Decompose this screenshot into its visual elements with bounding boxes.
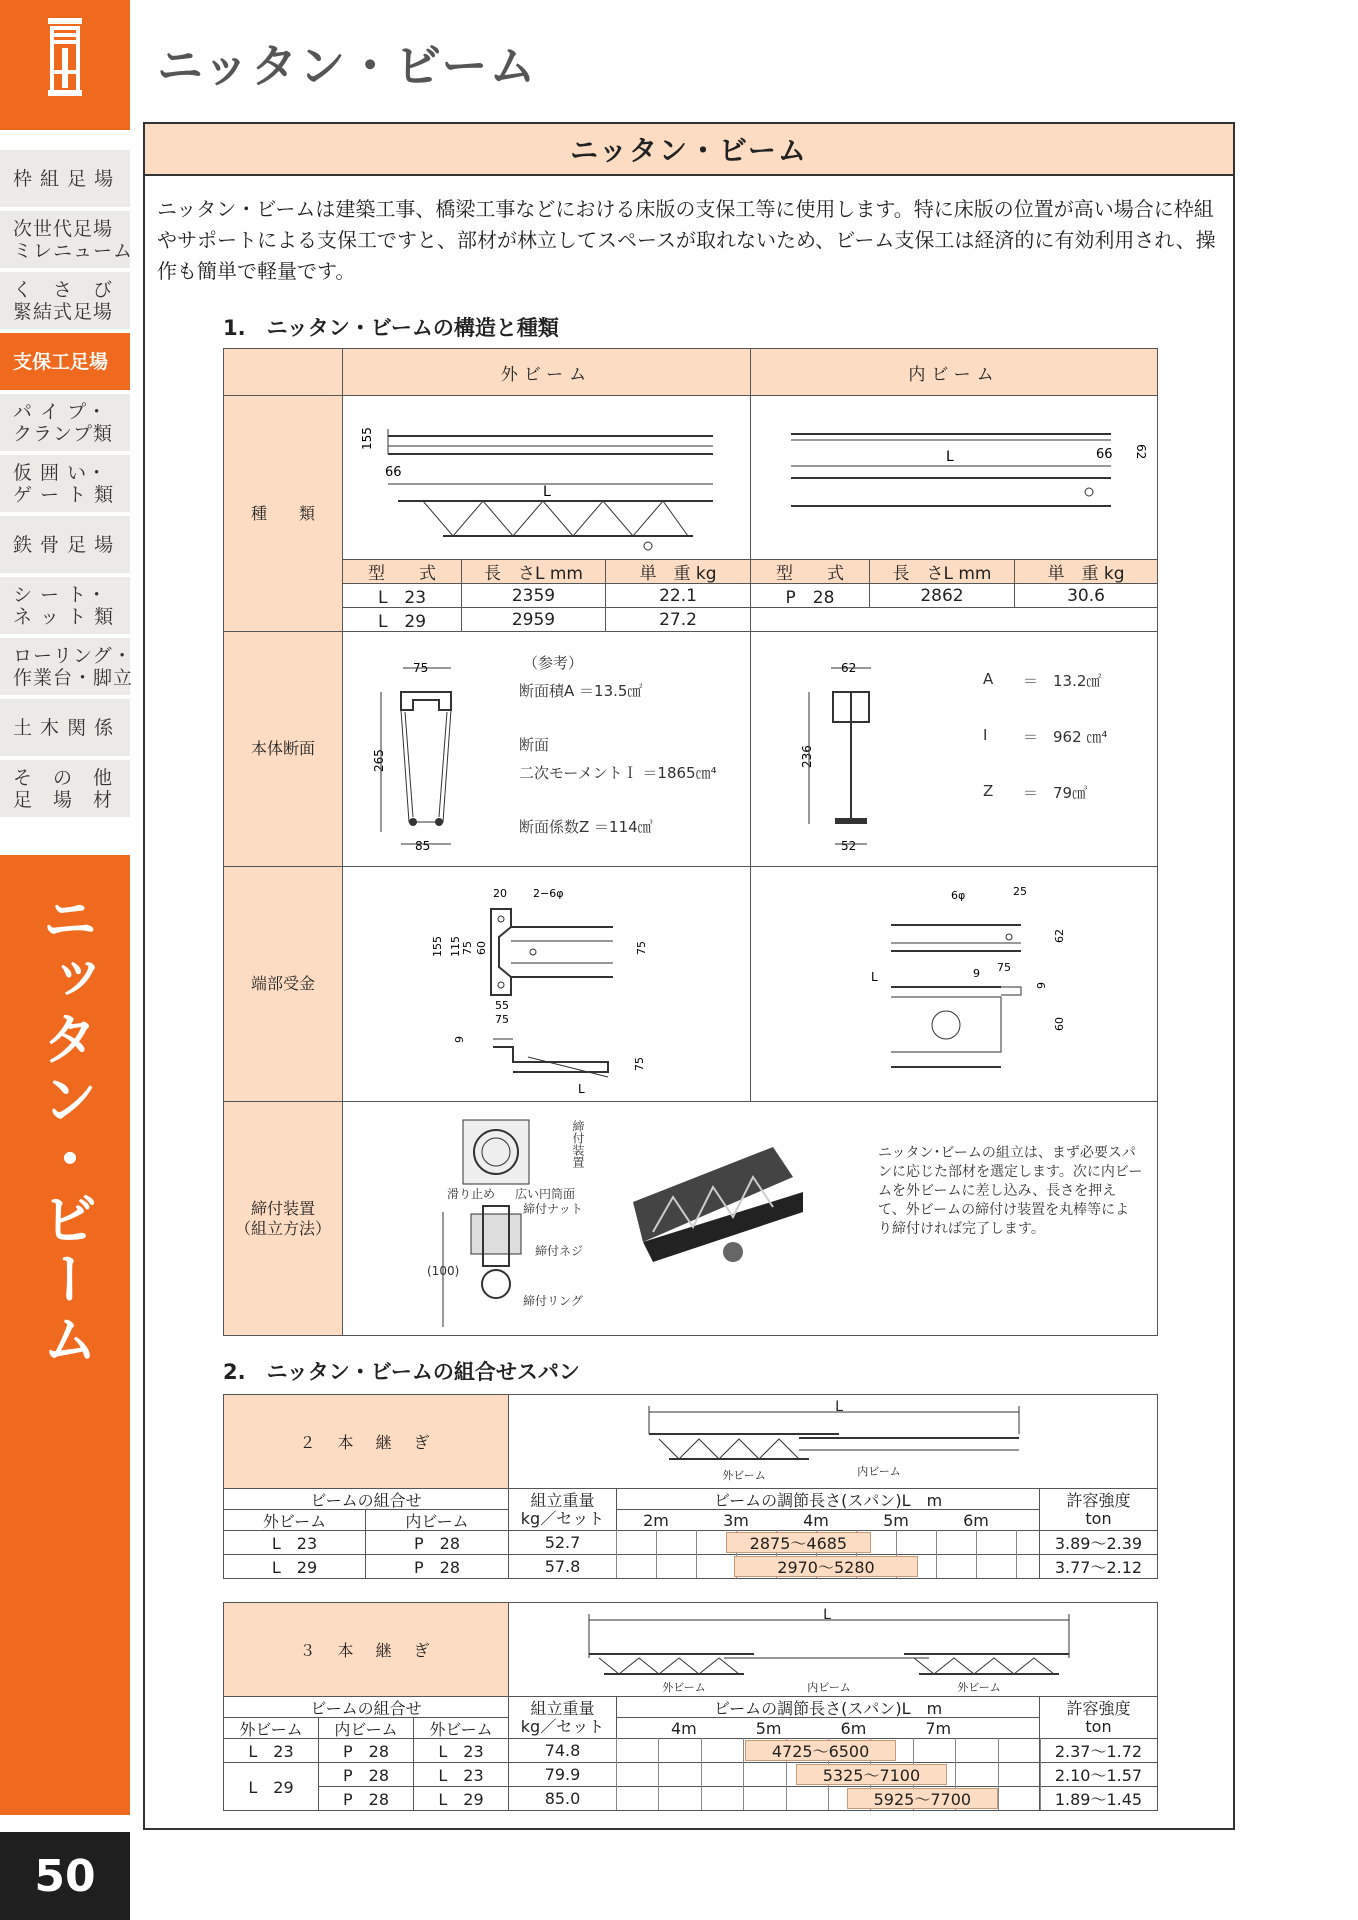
inner-section-cell	[750, 631, 1158, 867]
svg-text:55: 55	[495, 999, 509, 1012]
type-header-model: 型 式	[750, 559, 870, 584]
two-row-weight: 57.8	[508, 1554, 617, 1579]
fastener-note: ニッタン･ビームの組立は、まず必要スパンに応じた部材を選定します。次に内ビームを外ビームに差し込み、長さを押えて、外ビームの締付け装置を丸棒等により締付ければ完了します。	[878, 1145, 1143, 1237]
svg-text:66: 66	[385, 465, 402, 480]
three-row-outer: L 23	[223, 1738, 319, 1763]
outer-section-ref: （参考）	[523, 654, 584, 672]
inner-end-cell	[750, 866, 1158, 1102]
three-diagram-outer: 外ビーム	[662, 1681, 706, 1694]
svg-text:115: 115	[449, 936, 462, 957]
span-range-bar: 2875～4685	[726, 1532, 871, 1553]
three-strength-header: 許容強度 ton	[1039, 1696, 1158, 1739]
three-row-outer2: L 29	[413, 1786, 509, 1811]
three-row-inner: P 28	[318, 1786, 414, 1811]
span-scale-label: 4m	[670, 1718, 697, 1738]
inner-i-label: I	[983, 726, 988, 744]
row-label-fastener: 締付装置 （組立方法）	[223, 1101, 343, 1336]
span-scale-label: 5m	[883, 1510, 909, 1530]
row-label-end: 端部受金	[223, 866, 343, 1102]
svg-text:75: 75	[461, 941, 474, 955]
svg-text:L: L	[543, 484, 551, 500]
svg-text:155: 155	[360, 427, 374, 450]
outer-section-label: 断面	[519, 736, 550, 754]
svg-text:L: L	[871, 970, 878, 984]
svg-text:62: 62	[841, 661, 857, 675]
svg-text:9: 9	[1035, 982, 1048, 989]
outer-model: L 29	[342, 607, 462, 632]
inner-a-label: A	[983, 670, 994, 688]
svg-text:62: 62	[1134, 444, 1148, 460]
scaffold-icon	[0, 0, 130, 130]
three-span-header: ビームの調節長さ(スパン)L m	[616, 1696, 1040, 1718]
three-inner-header: 内ビーム	[318, 1717, 414, 1739]
type-header-length: 長 さL mm	[869, 559, 1015, 584]
type-header-weight: 単 重 kg	[605, 559, 751, 584]
svg-text:75: 75	[413, 661, 429, 675]
inner-i-eq: ＝	[1023, 728, 1039, 746]
two-span-header: ビームの調節長さ(スパン)L m	[616, 1488, 1040, 1510]
span-scale-label: 4m	[803, 1510, 829, 1530]
svg-text:75: 75	[495, 1013, 509, 1026]
fastener-nut-label: 締付ナット	[523, 1202, 583, 1216]
category-menu	[0, 150, 134, 821]
span-range-bar: 2970～5280	[734, 1556, 919, 1577]
inner-end-drawing	[751, 867, 1159, 1103]
three-row-weight: 79.9	[508, 1762, 617, 1787]
two-row-outer: L 23	[223, 1530, 366, 1555]
two-row-strength: 3.77～2.12	[1039, 1554, 1158, 1579]
three-row-inner: P 28	[318, 1762, 414, 1787]
category-logo	[0, 0, 130, 130]
page-title: ニッタン・ビーム	[157, 39, 538, 93]
outer-beam-header: 外ビーム	[342, 348, 751, 396]
three-row-outer: L 29	[223, 1762, 319, 1811]
sidebar-item-rolling-tower[interactable]: ローリング・ 作業台・脚立	[0, 638, 130, 695]
svg-text:155: 155	[431, 936, 444, 957]
svg-text:25: 25	[1013, 885, 1027, 898]
two-outer-header: 外ビーム	[223, 1509, 366, 1531]
svg-text:20: 20	[493, 887, 507, 900]
outer-end-drawing	[343, 867, 752, 1103]
page-number: 50	[0, 1832, 130, 1920]
row-label-type: 種 類	[223, 395, 343, 632]
two-row-outer: L 29	[223, 1554, 366, 1579]
span-range-bar: 4725～6500	[745, 1740, 896, 1761]
outer-section-area: 断面積A ＝13.5㎠	[519, 682, 643, 700]
sidebar-item-other[interactable]: そ の 他 足 場 材	[0, 760, 130, 817]
three-row-outer2: L 23	[413, 1762, 509, 1787]
span-grid-line	[1040, 1738, 1041, 1810]
fastener-stopper-label: 滑り止め	[447, 1187, 496, 1201]
span-table-three	[223, 1602, 1158, 1814]
spec-corner	[223, 348, 343, 396]
outer-section-cell	[342, 631, 751, 867]
three-outer2-header: 外ビーム	[413, 1717, 509, 1739]
inner-model: P 28	[750, 583, 870, 608]
outer-weight: 27.2	[605, 607, 751, 632]
fastener-drawing	[343, 1102, 903, 1337]
two-row-inner: P 28	[365, 1530, 509, 1555]
sidebar-item-steel-scaffold[interactable]: 鉄 骨 足 場	[0, 516, 130, 573]
row-label-section: 本体断面	[223, 631, 343, 867]
three-weight-header: 組立重量 kg／セット	[508, 1696, 617, 1739]
span-scale-label: 6m	[840, 1718, 867, 1738]
sidebar-item-pipe-clamp[interactable]: パ イ プ・ クランプ類	[0, 394, 130, 451]
fastener-height-label: (100)	[427, 1264, 460, 1278]
two-diagram-L: L	[835, 1399, 843, 1415]
svg-text:75: 75	[635, 941, 648, 955]
svg-text:52: 52	[841, 839, 857, 853]
two-row-strength: 3.89～2.39	[1039, 1530, 1158, 1555]
span-grid-line	[1016, 1530, 1017, 1578]
fastener-device-label: 締付装置	[571, 1120, 585, 1168]
outer-section-moment: 二次モーメントＩ ＝1865㎝⁴	[519, 764, 717, 782]
sidebar-item-sheet-net[interactable]: シ ー ト・ ネ ッ ト 類	[0, 577, 130, 634]
svg-text:60: 60	[1053, 1017, 1066, 1031]
three-combo-header: ビームの組合せ	[223, 1696, 509, 1718]
span-scale-label: 2m	[643, 1510, 669, 1530]
svg-text:L: L	[946, 449, 954, 465]
type-header-length: 長 さL mm	[461, 559, 606, 584]
svg-text:6φ: 6φ	[951, 889, 966, 902]
inner-i-value: 962 ㎝⁴	[1053, 728, 1108, 746]
two-piece-diagram-cell	[508, 1394, 1158, 1489]
two-piece-label: ２ 本 継 ぎ	[223, 1394, 509, 1489]
svg-text:75: 75	[633, 1057, 646, 1071]
two-row-weight: 52.7	[508, 1530, 617, 1555]
svg-text:265: 265	[372, 749, 386, 772]
sidebar-item-civil[interactable]: 土 木 関 係	[0, 699, 130, 756]
inner-section-drawing	[751, 632, 911, 868]
two-diagram-inner: 内ビーム	[857, 1465, 901, 1478]
svg-text:9: 9	[453, 1036, 466, 1043]
span-grid-line	[998, 1738, 999, 1810]
span-range-bar: 5925～7700	[847, 1788, 998, 1809]
inner-length: 2862	[869, 583, 1015, 608]
fastener-cylinder-label: 広い円筒面	[515, 1187, 576, 1201]
type-header-weight: 単 重 kg	[1014, 559, 1158, 584]
svg-text:2−6φ: 2−6φ	[533, 887, 564, 900]
span-scale-label: 6m	[963, 1510, 989, 1530]
three-piece-diagram-cell	[508, 1602, 1158, 1697]
two-combo-header: ビームの組合せ	[223, 1488, 509, 1510]
svg-text:L: L	[578, 1082, 585, 1096]
outer-end-cell	[342, 866, 751, 1102]
span-grid-line	[656, 1530, 657, 1578]
sidebar-item-shoring[interactable]: 支保工足場	[0, 333, 130, 390]
sidebar-item-hoarding-gate[interactable]: 仮 囲 い・ ゲ ー ト 類	[0, 455, 130, 512]
three-row-outer2: L 23	[413, 1738, 509, 1763]
fastener-ring-label: 締付リング	[523, 1294, 583, 1308]
three-row-strength: 2.37～1.72	[1039, 1738, 1158, 1763]
sidebar-item-frame-scaffold[interactable]: 枠 組 足 場	[0, 150, 130, 207]
outer-weight: 22.1	[605, 583, 751, 608]
sidebar-item-millennium[interactable]: 次世代足場 ミレニューム	[0, 211, 130, 268]
two-weight-header: 組立重量 kg／セット	[508, 1488, 617, 1531]
intro-text: ニッタン・ビームは建築工事、橋梁工事などにおける床版の支保工等に使用します。特に床版の位置が高い場合に枠組やサポートによる支保工ですと、部材が林立してスペースが取れないため、ビーム支保工は経済的に有効利用され、操作も簡単で軽量です。	[157, 197, 1216, 283]
svg-text:236: 236	[800, 745, 814, 768]
two-strength-header: 許容強度 ton	[1039, 1488, 1158, 1531]
outer-model: L 23	[342, 583, 462, 608]
inner-weight: 30.6	[1014, 583, 1158, 608]
span-table-two	[223, 1394, 1158, 1582]
inner-z-value: 79㎤	[1053, 784, 1088, 802]
three-row-strength: 1.89～1.45	[1039, 1786, 1158, 1811]
vertical-title: ニッタン・ビーム	[33, 890, 98, 1370]
inner-beam-drawing	[750, 395, 1158, 560]
span-range-bar: 5325～7100	[796, 1764, 947, 1785]
span-grid-line	[616, 1530, 617, 1578]
span-grid-line	[936, 1530, 937, 1578]
span-grid-line	[701, 1738, 702, 1810]
fastener-screw-label: 締付ネジ	[535, 1244, 584, 1258]
three-row-weight: 74.8	[508, 1738, 617, 1763]
span-grid-line	[616, 1738, 617, 1810]
svg-text:66: 66	[1096, 447, 1113, 462]
inner-z-label: Z	[983, 782, 994, 800]
span-scale-label: 7m	[925, 1718, 952, 1738]
svg-text:85: 85	[415, 839, 431, 853]
sidebar-item-wedge-scaffold[interactable]: く さ び 緊結式足場	[0, 272, 130, 329]
inner-z-eq: ＝	[1023, 784, 1039, 802]
spec-table	[223, 348, 1158, 1336]
svg-text:75: 75	[997, 961, 1011, 974]
outer-section-drawing	[343, 632, 483, 868]
svg-text:9: 9	[973, 967, 980, 980]
outer-beam-drawing	[342, 395, 751, 560]
section2-title: 2. ニッタン・ビームの組合せスパン	[223, 1360, 580, 1384]
span-grid-line	[658, 1738, 659, 1810]
three-diagram-outer2: 外ビーム	[957, 1681, 1001, 1694]
three-row-weight: 85.0	[508, 1786, 617, 1811]
box-heading: ニッタン・ビーム	[145, 124, 1233, 176]
three-diagram-L: L	[823, 1607, 831, 1623]
span-scale-label: 5m	[755, 1718, 782, 1738]
span-grid-line	[696, 1530, 697, 1578]
span-grid-line	[976, 1530, 977, 1578]
outer-section-modulus: 断面係数Z ＝114㎤	[519, 818, 653, 836]
three-piece-label: ３ 本 継 ぎ	[223, 1602, 509, 1697]
type-header-model: 型 式	[342, 559, 462, 584]
three-row-inner: P 28	[318, 1738, 414, 1763]
inner-beam-elevation	[751, 396, 1159, 561]
product-box	[143, 122, 1235, 1830]
three-outer-header: 外ビーム	[223, 1717, 319, 1739]
svg-text:62: 62	[1053, 929, 1066, 943]
inner-beam-header: 内ビーム	[750, 348, 1158, 396]
three-row-strength: 2.10～1.57	[1039, 1762, 1158, 1787]
inner-a-eq: ＝	[1023, 672, 1039, 690]
outer-beam-elevation	[343, 396, 752, 561]
outer-length: 2359	[461, 583, 606, 608]
span-scale-label: 3m	[723, 1510, 749, 1530]
span-grid-line	[743, 1738, 744, 1810]
outer-length: 2959	[461, 607, 606, 632]
three-diagram-inner: 内ビーム	[807, 1681, 851, 1694]
two-row-inner: P 28	[365, 1554, 509, 1579]
section1-title: 1. ニッタン・ビームの構造と種類	[223, 316, 559, 340]
svg-text:60: 60	[475, 941, 488, 955]
two-inner-header: 内ビーム	[365, 1509, 509, 1531]
fastener-cell	[342, 1101, 1158, 1336]
two-diagram-outer: 外ビーム	[722, 1469, 766, 1482]
inner-empty	[750, 607, 1158, 632]
inner-a-value: 13.2㎠	[1053, 672, 1102, 690]
